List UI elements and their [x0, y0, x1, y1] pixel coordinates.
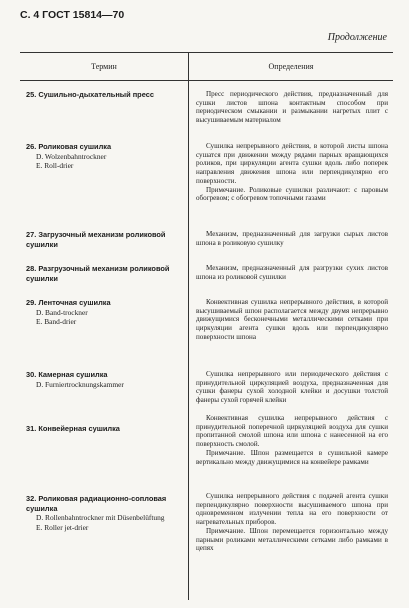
definition-row-28 — [196, 264, 388, 281]
term-row-32 — [26, 494, 182, 532]
definition-text: Механизм, предназначенный для загрузки сырых листов шпона в роликовую сушилку — [196, 230, 388, 247]
translation-de: D. Rollenbahntrockner mit Düsenbelüftung — [36, 513, 165, 523]
definition-row-30 — [196, 370, 388, 405]
definition-note: Примечание. Роликовые сушилки различают: с паровым обогревом; с обогревом топочными газами — [196, 185, 388, 203]
term-name: 32. Роликовая радиационно-сопловая сушилка — [26, 494, 167, 513]
column-header-definition: Определения — [268, 62, 314, 71]
definition-text: Механизм, предназначенный для разгрузки сухих листов шпона из роликовой сушилки — [196, 264, 388, 281]
definition-text: Сушилка непрерывного действия, в которой листы шпона сушатся при движении между рядами парных вращающихся роликов, при циркуляции агента сушки вдоль либо поперек направления движения шпона или перпендикулярно его поверхности. — [196, 142, 388, 185]
page-header-left: С. 4 ГОСТ 15814—70 — [20, 9, 125, 21]
definition-note: Примечание. Шпон размещается в сушильной камере вертикально между движущимися на конвейере рамками — [196, 448, 388, 466]
definition-text: Сушилка непрерывного или периодического действия с принудительной циркуляцией воздуха, предназначенная для сушки фанеры сухой холодной клейки и досушки толстой фанеры сухой горячей клейки — [196, 370, 388, 405]
column-header-term: Термин — [91, 62, 117, 71]
translation-de: D. Wolzenbahntrockner — [36, 151, 107, 161]
definition-row-27 — [196, 230, 388, 247]
definition-text: Конвективная сушилка непрерывного действия с принудительной поперечной циркуляцией воздуха для сушки пропитанной смолой шпона или шпона с нанесенной на его поверхность смолой. — [196, 414, 388, 449]
term-row-25 — [26, 90, 182, 100]
definition-text: Сушилка непрерывного действия с подачей агента сушки перпендикулярно поверхности высушиваемого шпона при одновременном излучении тепла на его поверхности от нагревательных приборов. — [196, 492, 388, 527]
term-name: 30. Камерная сушилка — [26, 370, 108, 379]
translation-en: E. Band-drier — [36, 317, 77, 327]
term-name: 31. Конвейерная сушилка — [26, 424, 120, 433]
term-name: 27. Загрузочный механизм роликовой сушилки — [26, 230, 166, 249]
term-row-30 — [26, 370, 182, 389]
definition-text: Конвективная сушилка непрерывного действия, в которой высушиваемый шпон располагается между двумя непрерывно движущимися бесконечными металлическими сетками при циркуляции агента сушки вдоль или перпендикулярно поверхности шпона — [196, 298, 388, 341]
definition-row-29 — [196, 298, 388, 342]
translation-de: D. Furniertrocknungskammer — [36, 379, 124, 389]
term-name: 26. Роликовая сушилка — [26, 142, 112, 151]
term-row-28 — [26, 264, 182, 283]
definition-text: Пресс периодического действия, предназначенный для сушки листов шпона контактным способом при периодическом смыкании и размыкании нагретых плит с высушиваемым материалом — [196, 90, 388, 125]
term-name: 29. Ленточная сушилка — [26, 298, 111, 307]
definition-note: Примечание. Шпон перемещается горизонтально между парными роликами металлическими сетками либо рамками в цепях — [196, 526, 388, 553]
term-row-26 — [26, 142, 182, 171]
term-name: 28. Разгрузочный механизм роликовой сушилки — [26, 264, 170, 283]
translation-de: D. Band-trockner — [36, 307, 88, 317]
terms-table — [20, 52, 393, 600]
page-header-continuation: Продолжение — [327, 32, 387, 43]
term-name: 25. Сушильно-дыхательный пресс — [26, 90, 154, 99]
translation-en: E. Roller jet-drier — [36, 522, 89, 532]
term-row-31 — [26, 424, 182, 434]
definition-row-32 — [196, 492, 388, 553]
definition-row-31 — [196, 414, 388, 466]
term-row-27 — [26, 230, 182, 249]
definition-row-26 — [196, 142, 388, 203]
term-row-29 — [26, 298, 182, 327]
definition-row-25 — [196, 90, 388, 125]
translation-en: E. Roll-drier — [36, 161, 74, 171]
